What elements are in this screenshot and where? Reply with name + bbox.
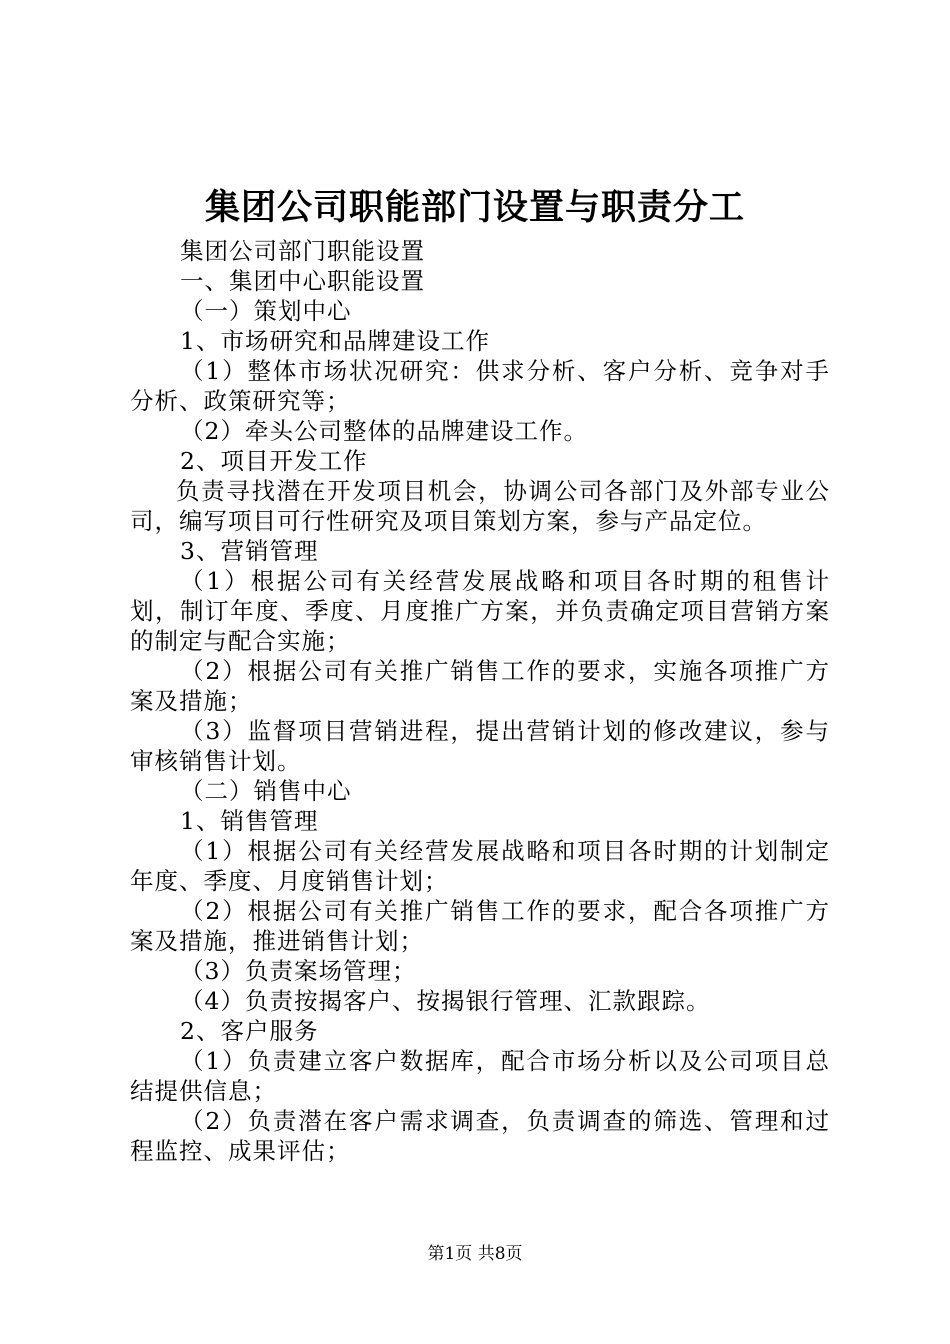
paragraph: （二）销售中心 [180,777,352,805]
paragraph: 一、集团中心职能设置 [180,267,425,295]
paragraph: 2、客户服务 [180,1017,319,1045]
paragraph: （1）根据公司有关经营发展战略和项目各时期的租售计划，制订年度、季度、月度推广方案，并负责确定项目营销方案的制定与配合实施； [130,567,830,655]
paragraph: 负责寻找潜在开发项目机会，协调公司各部门及外部专业公司，编写项目可行性研究及项目策划方案，参与产品定位。 [130,477,830,535]
paragraph: （3）监督项目营销进程，提出营销计划的修改建议，参与审核销售计划。 [130,717,830,775]
paragraph: （2）牵头公司整体的品牌建设工作。 [180,417,588,445]
paragraph: （2）根据公司有关推广销售工作的要求，配合各项推广方案及措施，推进销售计划； [130,897,830,955]
paragraph: 集团公司部门职能设置 [180,237,425,265]
paragraph: （1）负责建立客户数据库，配合市场分析以及公司项目总结提供信息； [130,1047,830,1105]
page-footer: 第1页 共8页 [427,1244,523,1264]
paragraph: 3、营销管理 [180,537,319,565]
paragraph: （2）负责潜在客户需求调查，负责调查的筛选、管理和过程监控、成果评估； [130,1107,830,1165]
document-body [130,236,830,1166]
document-title: 集团公司职能部门设置与职责分工 [204,187,745,228]
paragraph: （3）负责案场管理； [180,957,417,985]
paragraph: 1、销售管理 [180,807,319,835]
paragraph: （一）策划中心 [180,297,352,325]
paragraph: 1、市场研究和品牌建设工作 [180,327,490,355]
paragraph: 2、项目开发工作 [180,447,368,475]
paragraph: （1）整体市场状况研究：供求分析、客户分析、竞争对手分析、政策研究等； [130,357,830,415]
paragraph: （1）根据公司有关经营发展战略和项目各时期的计划制定年度、季度、月度销售计划； [130,837,830,895]
paragraph: （4）负责按揭客户、按揭银行管理、汇款跟踪。 [180,987,711,1015]
paragraph: （2）根据公司有关推广销售工作的要求，实施各项推广方案及措施； [130,657,830,715]
